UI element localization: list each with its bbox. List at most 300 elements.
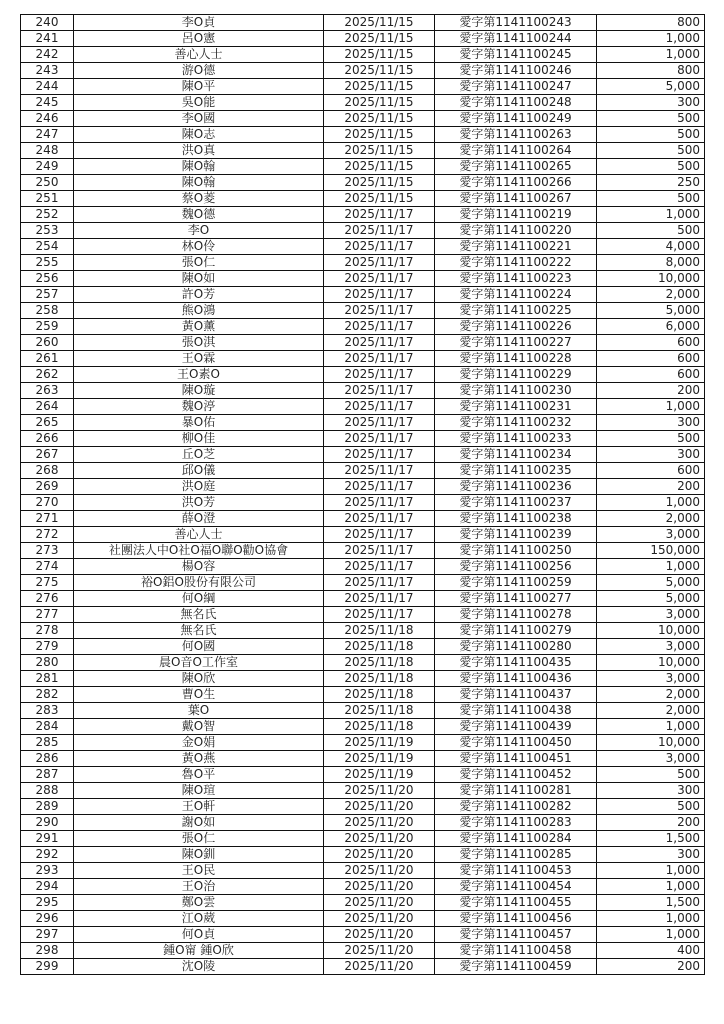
row-number: 267	[21, 447, 74, 463]
donation-date: 2025/11/15	[324, 175, 435, 191]
donation-date: 2025/11/20	[324, 943, 435, 959]
donation-amount: 1,000	[597, 399, 705, 415]
donor-name: 陳O欣	[74, 671, 324, 687]
donation-date: 2025/11/20	[324, 831, 435, 847]
donor-name: 黃O燕	[74, 751, 324, 767]
donor-name: 黃O薰	[74, 319, 324, 335]
row-number: 285	[21, 735, 74, 751]
donor-name: 金O娟	[74, 735, 324, 751]
donation-date: 2025/11/19	[324, 767, 435, 783]
donation-date: 2025/11/20	[324, 815, 435, 831]
table-row	[21, 319, 705, 335]
donation-amount: 1,000	[597, 559, 705, 575]
receipt-number: 愛字第1141100279	[435, 623, 597, 639]
row-number: 245	[21, 95, 74, 111]
donation-amount: 200	[597, 383, 705, 399]
table-row	[21, 687, 705, 703]
row-number: 260	[21, 335, 74, 351]
donation-date: 2025/11/15	[324, 159, 435, 175]
donation-date: 2025/11/15	[324, 191, 435, 207]
receipt-number: 愛字第1141100458	[435, 943, 597, 959]
receipt-number: 愛字第1141100245	[435, 47, 597, 63]
table-row	[21, 655, 705, 671]
donation-date: 2025/11/20	[324, 911, 435, 927]
donation-amount: 500	[597, 799, 705, 815]
donor-name: 林O伶	[74, 239, 324, 255]
row-number: 296	[21, 911, 74, 927]
table-row	[21, 591, 705, 607]
donation-date: 2025/11/18	[324, 703, 435, 719]
table-row	[21, 31, 705, 47]
donation-date: 2025/11/17	[324, 495, 435, 511]
donor-name: 楊O容	[74, 559, 324, 575]
donation-date: 2025/11/18	[324, 655, 435, 671]
table-row	[21, 719, 705, 735]
donation-amount: 500	[597, 767, 705, 783]
donor-name: 洪O芳	[74, 495, 324, 511]
donation-amount: 5,000	[597, 575, 705, 591]
table-row	[21, 607, 705, 623]
donor-name: 王O治	[74, 879, 324, 895]
donor-name: 鍾O甯 鍾O欣	[74, 943, 324, 959]
donation-date: 2025/11/17	[324, 207, 435, 223]
table-row	[21, 799, 705, 815]
row-number: 281	[21, 671, 74, 687]
receipt-number: 愛字第1141100457	[435, 927, 597, 943]
donation-amount: 600	[597, 463, 705, 479]
receipt-number: 愛字第1141100234	[435, 447, 597, 463]
row-number: 250	[21, 175, 74, 191]
donation-amount: 10,000	[597, 623, 705, 639]
table-row	[21, 415, 705, 431]
donation-date: 2025/11/17	[324, 319, 435, 335]
donation-date: 2025/11/17	[324, 479, 435, 495]
donation-date: 2025/11/17	[324, 303, 435, 319]
donation-amount: 2,000	[597, 687, 705, 703]
row-number: 289	[21, 799, 74, 815]
row-number: 242	[21, 47, 74, 63]
receipt-number: 愛字第1141100459	[435, 959, 597, 975]
donation-amount: 500	[597, 127, 705, 143]
donation-amount: 200	[597, 815, 705, 831]
receipt-number: 愛字第1141100243	[435, 15, 597, 31]
receipt-number: 愛字第1141100229	[435, 367, 597, 383]
receipt-number: 愛字第1141100281	[435, 783, 597, 799]
donor-name: 曹O生	[74, 687, 324, 703]
row-number: 294	[21, 879, 74, 895]
table-row	[21, 431, 705, 447]
donation-amount: 500	[597, 191, 705, 207]
donor-name: 何O國	[74, 639, 324, 655]
donor-name: 晨O音O工作室	[74, 655, 324, 671]
donor-name: 邱O儀	[74, 463, 324, 479]
donation-date: 2025/11/18	[324, 687, 435, 703]
donation-amount: 2,000	[597, 703, 705, 719]
donation-amount: 150,000	[597, 543, 705, 559]
table-row	[21, 559, 705, 575]
receipt-number: 愛字第1141100235	[435, 463, 597, 479]
donation-date: 2025/11/17	[324, 527, 435, 543]
donation-date: 2025/11/15	[324, 127, 435, 143]
donor-name: 無名氏	[74, 607, 324, 623]
donation-amount: 1,000	[597, 863, 705, 879]
donation-amount: 600	[597, 367, 705, 383]
donation-date: 2025/11/17	[324, 463, 435, 479]
donor-name: 呂O憲	[74, 31, 324, 47]
donation-amount: 500	[597, 111, 705, 127]
donation-amount: 2,000	[597, 511, 705, 527]
table-row	[21, 255, 705, 271]
donor-name: 暴O佑	[74, 415, 324, 431]
donor-name: 無名氏	[74, 623, 324, 639]
donation-amount: 600	[597, 351, 705, 367]
row-number: 247	[21, 127, 74, 143]
donation-amount: 250	[597, 175, 705, 191]
receipt-number: 愛字第1141100435	[435, 655, 597, 671]
donor-name: 陳O翰	[74, 175, 324, 191]
donor-name: 陳O翰	[74, 159, 324, 175]
row-number: 264	[21, 399, 74, 415]
receipt-number: 愛字第1141100219	[435, 207, 597, 223]
row-number: 280	[21, 655, 74, 671]
donation-date: 2025/11/17	[324, 367, 435, 383]
donor-name: 蔡O菱	[74, 191, 324, 207]
table-row	[21, 287, 705, 303]
table-row	[21, 63, 705, 79]
donation-amount: 500	[597, 223, 705, 239]
receipt-number: 愛字第1141100221	[435, 239, 597, 255]
donation-amount: 300	[597, 95, 705, 111]
table-row	[21, 703, 705, 719]
donation-amount: 200	[597, 959, 705, 975]
donation-amount: 500	[597, 159, 705, 175]
row-number: 298	[21, 943, 74, 959]
table-row	[21, 303, 705, 319]
row-number: 274	[21, 559, 74, 575]
table-row	[21, 175, 705, 191]
table-row	[21, 895, 705, 911]
donor-name: 柳O佳	[74, 431, 324, 447]
donation-amount: 800	[597, 15, 705, 31]
donation-amount: 1,000	[597, 495, 705, 511]
donor-name: 許O芳	[74, 287, 324, 303]
donor-name: 江O葳	[74, 911, 324, 927]
donation-date: 2025/11/15	[324, 95, 435, 111]
table-row	[21, 735, 705, 751]
table-row	[21, 207, 705, 223]
receipt-number: 愛字第1141100227	[435, 335, 597, 351]
donor-name: 洪O庭	[74, 479, 324, 495]
receipt-number: 愛字第1141100264	[435, 143, 597, 159]
receipt-number: 愛字第1141100244	[435, 31, 597, 47]
donor-name: 王O軒	[74, 799, 324, 815]
row-number: 271	[21, 511, 74, 527]
table-row	[21, 335, 705, 351]
table-row	[21, 943, 705, 959]
donation-amount: 600	[597, 335, 705, 351]
donation-table-body	[21, 15, 705, 975]
donor-name: 何O貞	[74, 927, 324, 943]
donation-amount: 3,000	[597, 639, 705, 655]
donor-name: 鄭O雲	[74, 895, 324, 911]
row-number: 269	[21, 479, 74, 495]
table-row	[21, 111, 705, 127]
receipt-number: 愛字第1141100233	[435, 431, 597, 447]
receipt-number: 愛字第1141100249	[435, 111, 597, 127]
donor-name: 洪O真	[74, 143, 324, 159]
donation-date: 2025/11/15	[324, 111, 435, 127]
donation-amount: 1,500	[597, 895, 705, 911]
row-number: 248	[21, 143, 74, 159]
table-row	[21, 831, 705, 847]
donation-date: 2025/11/15	[324, 143, 435, 159]
row-number: 255	[21, 255, 74, 271]
donor-name: 魯O平	[74, 767, 324, 783]
donation-date: 2025/11/17	[324, 511, 435, 527]
receipt-number: 愛字第1141100452	[435, 767, 597, 783]
row-number: 244	[21, 79, 74, 95]
table-row	[21, 95, 705, 111]
donor-name: 王O素O	[74, 367, 324, 383]
donation-date: 2025/11/17	[324, 351, 435, 367]
table-row	[21, 511, 705, 527]
donation-amount: 1,000	[597, 207, 705, 223]
row-number: 261	[21, 351, 74, 367]
receipt-number: 愛字第1141100263	[435, 127, 597, 143]
receipt-number: 愛字第1141100237	[435, 495, 597, 511]
donor-name: 薛O澄	[74, 511, 324, 527]
donation-amount: 300	[597, 847, 705, 863]
donor-name: 葉O	[74, 703, 324, 719]
receipt-number: 愛字第1141100454	[435, 879, 597, 895]
donation-date: 2025/11/20	[324, 863, 435, 879]
donation-date: 2025/11/15	[324, 63, 435, 79]
receipt-number: 愛字第1141100282	[435, 799, 597, 815]
donation-amount: 4,000	[597, 239, 705, 255]
row-number: 290	[21, 815, 74, 831]
receipt-number: 愛字第1141100231	[435, 399, 597, 415]
donation-amount: 300	[597, 415, 705, 431]
donor-name: 吳O能	[74, 95, 324, 111]
donation-date: 2025/11/17	[324, 255, 435, 271]
row-number: 258	[21, 303, 74, 319]
donation-amount: 10,000	[597, 735, 705, 751]
table-row	[21, 623, 705, 639]
row-number: 272	[21, 527, 74, 543]
receipt-number: 愛字第1141100225	[435, 303, 597, 319]
donor-name: 善心人士	[74, 47, 324, 63]
receipt-number: 愛字第1141100228	[435, 351, 597, 367]
donation-date: 2025/11/19	[324, 735, 435, 751]
donation-date: 2025/11/17	[324, 431, 435, 447]
donation-amount: 1,500	[597, 831, 705, 847]
donor-name: 王O霖	[74, 351, 324, 367]
donor-name: 善心人士	[74, 527, 324, 543]
donation-amount: 1,000	[597, 927, 705, 943]
donation-amount: 5,000	[597, 79, 705, 95]
donor-name: 張O仁	[74, 831, 324, 847]
donation-date: 2025/11/20	[324, 927, 435, 943]
table-row	[21, 911, 705, 927]
donation-amount: 400	[597, 943, 705, 959]
donation-amount: 800	[597, 63, 705, 79]
donation-date: 2025/11/15	[324, 15, 435, 31]
donation-amount: 3,000	[597, 527, 705, 543]
receipt-number: 愛字第1141100226	[435, 319, 597, 335]
donation-date: 2025/11/17	[324, 575, 435, 591]
table-row	[21, 127, 705, 143]
donation-amount: 8,000	[597, 255, 705, 271]
row-number: 262	[21, 367, 74, 383]
row-number: 299	[21, 959, 74, 975]
table-row	[21, 847, 705, 863]
receipt-number: 愛字第1141100283	[435, 815, 597, 831]
row-number: 241	[21, 31, 74, 47]
table-row	[21, 879, 705, 895]
table-row	[21, 47, 705, 63]
row-number: 265	[21, 415, 74, 431]
donor-name: 陳O釧	[74, 847, 324, 863]
donation-amount: 500	[597, 431, 705, 447]
row-number: 270	[21, 495, 74, 511]
donor-name: 陳O璇	[74, 383, 324, 399]
donation-date: 2025/11/17	[324, 559, 435, 575]
donor-name: 陳O如	[74, 271, 324, 287]
donor-name: 陳O平	[74, 79, 324, 95]
receipt-number: 愛字第1141100250	[435, 543, 597, 559]
table-row	[21, 959, 705, 975]
donor-name: 陳O瑄	[74, 783, 324, 799]
donation-amount: 3,000	[597, 607, 705, 623]
row-number: 266	[21, 431, 74, 447]
donation-date: 2025/11/17	[324, 399, 435, 415]
table-row	[21, 383, 705, 399]
receipt-number: 愛字第1141100223	[435, 271, 597, 287]
donation-date: 2025/11/20	[324, 783, 435, 799]
receipt-number: 愛字第1141100455	[435, 895, 597, 911]
donation-table	[20, 14, 705, 975]
receipt-number: 愛字第1141100222	[435, 255, 597, 271]
table-row	[21, 367, 705, 383]
donation-date: 2025/11/15	[324, 31, 435, 47]
receipt-number: 愛字第1141100438	[435, 703, 597, 719]
receipt-number: 愛字第1141100453	[435, 863, 597, 879]
donation-date: 2025/11/17	[324, 223, 435, 239]
row-number: 268	[21, 463, 74, 479]
receipt-number: 愛字第1141100278	[435, 607, 597, 623]
donation-date: 2025/11/20	[324, 847, 435, 863]
row-number: 240	[21, 15, 74, 31]
donation-amount: 1,000	[597, 911, 705, 927]
row-number: 256	[21, 271, 74, 287]
table-row	[21, 399, 705, 415]
row-number: 273	[21, 543, 74, 559]
table-row	[21, 479, 705, 495]
donation-date: 2025/11/17	[324, 383, 435, 399]
row-number: 275	[21, 575, 74, 591]
receipt-number: 愛字第1141100285	[435, 847, 597, 863]
row-number: 277	[21, 607, 74, 623]
table-row	[21, 783, 705, 799]
donation-date: 2025/11/20	[324, 879, 435, 895]
donation-date: 2025/11/18	[324, 623, 435, 639]
donor-name: 張O仁	[74, 255, 324, 271]
donor-name: 李O	[74, 223, 324, 239]
table-row	[21, 191, 705, 207]
table-row	[21, 527, 705, 543]
donation-amount: 5,000	[597, 591, 705, 607]
donor-name: 游O德	[74, 63, 324, 79]
donor-name: 陳O志	[74, 127, 324, 143]
donation-amount: 1,000	[597, 719, 705, 735]
donor-name: 戴O智	[74, 719, 324, 735]
donor-name: 裕O鋁O股份有限公司	[74, 575, 324, 591]
donor-name: 張O淇	[74, 335, 324, 351]
donation-date: 2025/11/15	[324, 79, 435, 95]
donation-amount: 200	[597, 479, 705, 495]
table-row	[21, 239, 705, 255]
row-number: 293	[21, 863, 74, 879]
row-number: 254	[21, 239, 74, 255]
receipt-number: 愛字第1141100284	[435, 831, 597, 847]
receipt-number: 愛字第1141100437	[435, 687, 597, 703]
row-number: 288	[21, 783, 74, 799]
donation-date: 2025/11/20	[324, 895, 435, 911]
receipt-number: 愛字第1141100248	[435, 95, 597, 111]
table-row	[21, 223, 705, 239]
donation-date: 2025/11/17	[324, 591, 435, 607]
donation-date: 2025/11/17	[324, 239, 435, 255]
table-row	[21, 447, 705, 463]
receipt-number: 愛字第1141100232	[435, 415, 597, 431]
row-number: 249	[21, 159, 74, 175]
donation-amount: 1,000	[597, 47, 705, 63]
donor-name: 謝O如	[74, 815, 324, 831]
donation-date: 2025/11/17	[324, 271, 435, 287]
donation-date: 2025/11/20	[324, 799, 435, 815]
row-number: 286	[21, 751, 74, 767]
table-row	[21, 671, 705, 687]
donation-amount: 10,000	[597, 655, 705, 671]
table-row	[21, 863, 705, 879]
row-number: 243	[21, 63, 74, 79]
receipt-number: 愛字第1141100239	[435, 527, 597, 543]
donation-amount: 2,000	[597, 287, 705, 303]
receipt-number: 愛字第1141100224	[435, 287, 597, 303]
row-number: 287	[21, 767, 74, 783]
table-row	[21, 575, 705, 591]
row-number: 291	[21, 831, 74, 847]
row-number: 251	[21, 191, 74, 207]
donation-amount: 6,000	[597, 319, 705, 335]
table-row	[21, 351, 705, 367]
donation-amount: 5,000	[597, 303, 705, 319]
receipt-number: 愛字第1141100230	[435, 383, 597, 399]
table-row	[21, 159, 705, 175]
donor-name: 熊O鴻	[74, 303, 324, 319]
table-row	[21, 543, 705, 559]
donation-date: 2025/11/17	[324, 607, 435, 623]
table-row	[21, 79, 705, 95]
donation-date: 2025/11/18	[324, 639, 435, 655]
table-row	[21, 927, 705, 943]
table-row	[21, 463, 705, 479]
row-number: 295	[21, 895, 74, 911]
receipt-number: 愛字第1141100267	[435, 191, 597, 207]
donation-date: 2025/11/18	[324, 671, 435, 687]
receipt-number: 愛字第1141100259	[435, 575, 597, 591]
row-number: 253	[21, 223, 74, 239]
